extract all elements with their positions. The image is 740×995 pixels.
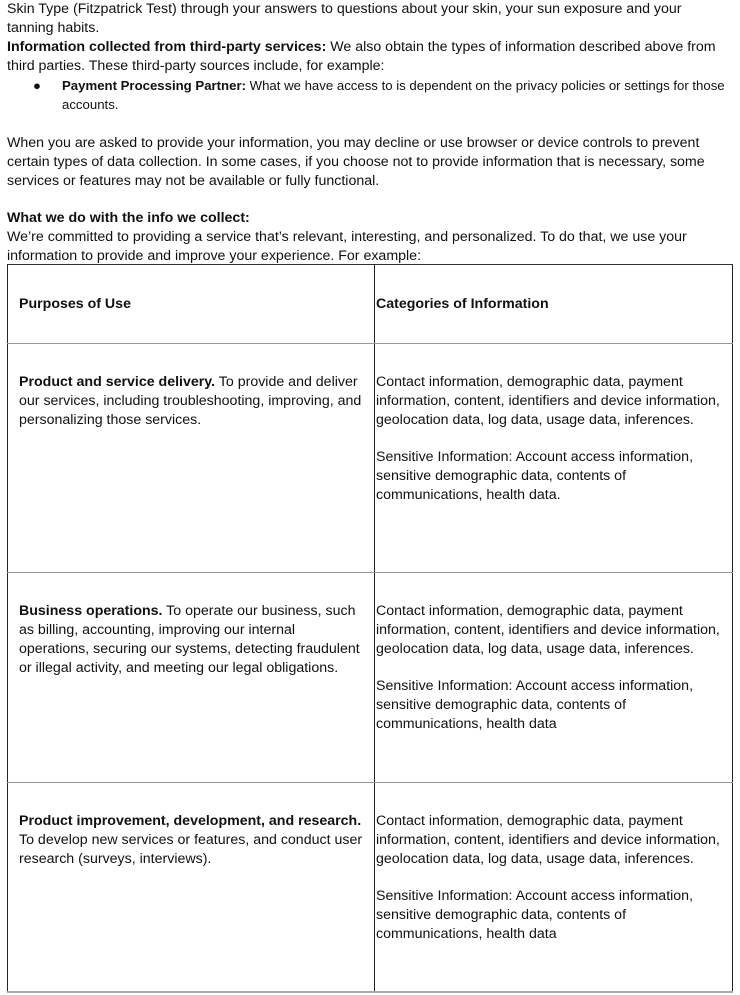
table-row [8,783,733,992]
purpose-text: To develop new services or features, and conduct user research (surveys, interviews). [19,832,363,867]
purpose-cell [8,344,375,573]
section-intro-text: We’re committed to providing a service that’s relevant, interesting, and personalized. To do that, we use your information to provide and improve your experience. For example: [7,229,687,264]
bullet-description: What we have access to is dependent on the privacy policies or settings for those accounts. [62,78,725,112]
purpose-cell [8,783,375,992]
purpose-text: To provide and deliver our services, including troubleshooting, improving, and personalizing those services. [19,374,362,428]
table-header-row [8,265,733,344]
purpose-title: Product and service delivery. [19,374,216,390]
third-party-paragraph [7,38,731,76]
decline-paragraph: When you are asked to provide your information, you may decline or use browser or device controls to prevent certain types of data collection. In some cases, if you choose not to provide information that is necessary, some services or features may not be available or fully functional. [7,135,705,189]
purpose-cell [8,573,375,783]
bullet-text-block [62,76,726,114]
sensitive-info-text: Sensitive Information: Account access information, sensitive demographic data, contents of communications, health data. [376,449,694,503]
header-purposes-of-use: Purposes of Use [19,296,131,312]
table-row [8,344,733,573]
categories-cell [375,573,733,783]
bullet-label: Payment Processing Partner: [62,78,246,93]
categories-cell [375,344,733,573]
categories-text: Contact information, demographic data, payment information, content, identifiers and device information, geolocation data, log data, usage data, inferences. [376,813,720,867]
table-header-cell [375,265,733,344]
sensitive-info-text: Sensitive Information: Account access information, sensitive demographic data, contents of communications, health data [376,678,694,732]
purposes-table [7,264,733,993]
bullet-icon: ● [33,78,41,93]
categories-text: Contact information, demographic data, payment information, content, identifiers and device information, geolocation data, log data, usage data, inferences. [376,374,720,428]
categories-text: Contact information, demographic data, payment information, content, identifiers and device information, geolocation data, log data, usage data, inferences. [376,603,720,657]
table-header-cell [8,265,375,344]
sensitive-info-text: Sensitive Information: Account access information, sensitive demographic data, contents of communications, health data [376,888,694,942]
intro-paragraph: Skin Type (Fitzpatrick Test) through your answers to questions about your skin, your sun exposure and your tanning habits. [7,1,682,36]
purpose-title: Product improvement, development, and research. [19,813,362,829]
purpose-title: Business operations. [19,603,163,619]
table-row [8,573,733,783]
third-party-heading: Information collected from third-party services: [7,39,327,55]
purpose-text: To operate our business, such as billing, accounting, improving our internal operations, securing our systems, detecting fraudulent or illegal activity, and meeting our legal obligations. [19,603,360,676]
third-party-text: We also obtain the types of information described above from third parties. These third-party sources include, for example: [7,39,716,74]
section-heading: What we do with the info we collect: [7,210,250,226]
categories-cell [375,783,733,992]
header-categories-of-information: Categories of Information [376,296,549,312]
